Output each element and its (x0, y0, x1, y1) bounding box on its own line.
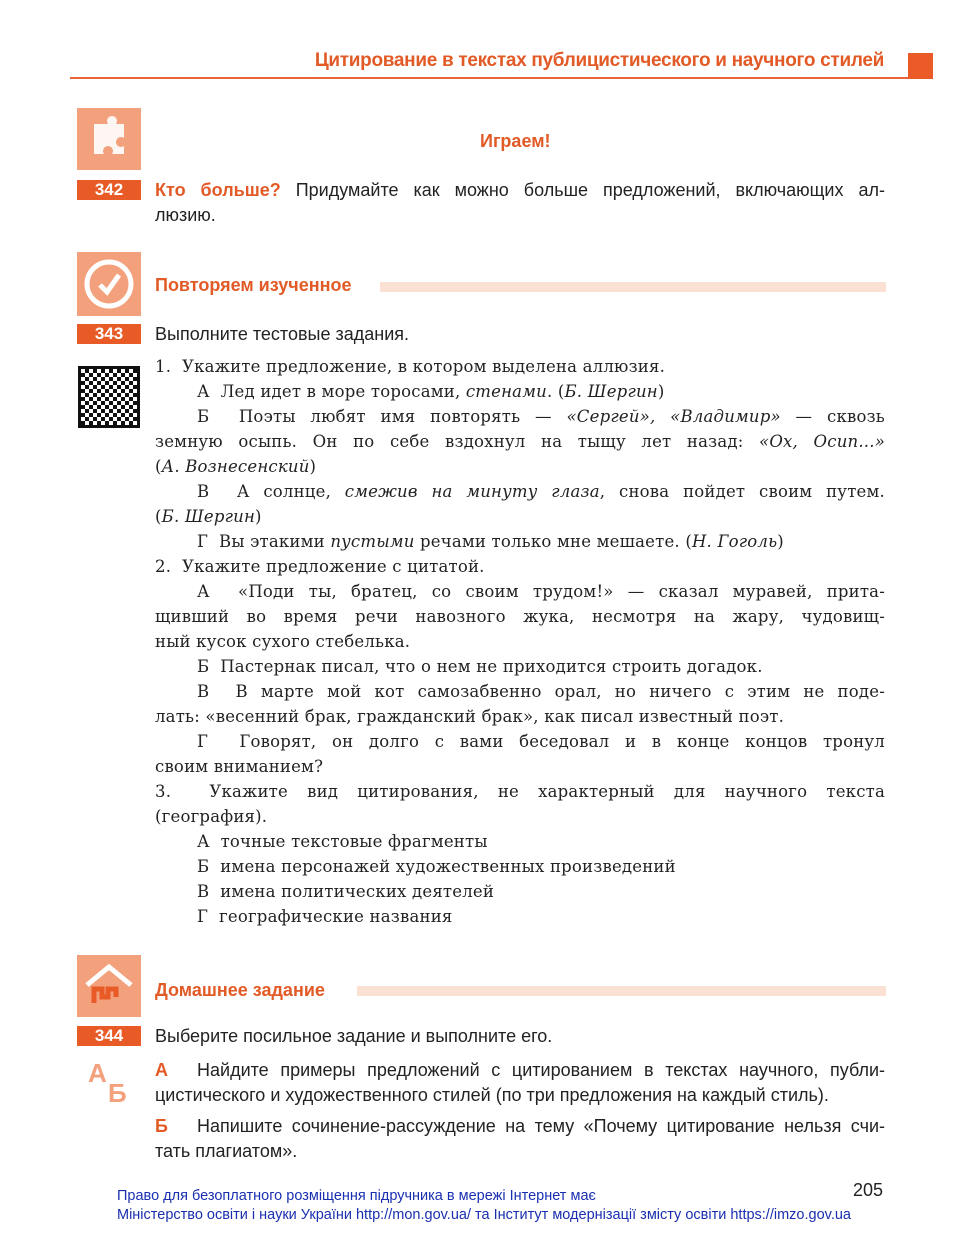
text-segment: 2. Укажите предложение с цитатой. (155, 557, 485, 576)
text-line (155, 804, 885, 829)
option-a-text-cont: цистического и художественного стилей (по три предложения на каждый стиль). (155, 1085, 829, 1105)
text-segment: А точные текстовые фрагменты (197, 832, 488, 851)
text-segment: ) (309, 457, 317, 476)
exercise-344-intro: Выберите посильное задание и выполните его. (155, 1026, 553, 1046)
text-segment: Г Вы этакими (197, 532, 331, 551)
text-line (155, 454, 885, 479)
exercise-lead: Кто больше? (155, 180, 281, 200)
answer-option-line (197, 679, 885, 704)
text-segment: ( (155, 507, 162, 526)
qr-code-icon[interactable] (78, 366, 140, 428)
text-segment: В имена политических деятелей (197, 882, 495, 901)
exercise-text-cont: люзию. (155, 205, 216, 225)
question-line (155, 554, 885, 579)
text-line (155, 504, 885, 529)
header-rule (70, 77, 908, 79)
text-segment: Б имена персонажей художественных произведений (197, 857, 676, 876)
puzzle-icon (77, 108, 141, 170)
text-segment: 1. Укажите предложение, в котором выделена аллюзия. (155, 357, 666, 376)
answer-option-line (197, 579, 885, 604)
text-segment: (география). (155, 807, 268, 826)
text-segment: В А солнце, (197, 482, 345, 501)
answer-option-line (197, 404, 885, 429)
letters-ab-icon: А Б (88, 1058, 127, 1108)
text-segment: ) (657, 382, 665, 401)
section-bar (357, 986, 886, 996)
text-segment: Б Поэты любят имя повторять — (197, 407, 567, 426)
option-a-label: А (155, 1060, 168, 1080)
text-line (155, 754, 885, 779)
page-number: 205 (853, 1180, 884, 1200)
text-line (155, 704, 885, 729)
home-icon (77, 955, 141, 1017)
question-line (155, 779, 885, 804)
section-bar (380, 282, 886, 292)
text-segment: щивший во время речи навозного жука, несмотря на жару, чудовищ- (155, 607, 885, 626)
text-segment: пустыми (330, 532, 415, 551)
text-segment: земную осыпь. Он по себе вздохнул на тыщу лет назад: (155, 432, 760, 451)
text-segment: Г Говорят, он долго с вами беседовал и в конце концов тронул (197, 732, 885, 751)
text-line (155, 629, 885, 654)
text-segment: ный кусок сухого стебелька. (155, 632, 411, 651)
option-b-text: Напишите сочинение-рассуждение на тему «Почему цитирование нельзя счи- (197, 1116, 885, 1136)
text-segment: Б. Шергин (564, 382, 658, 401)
text-line (155, 429, 885, 454)
exercise-number: 343 (77, 324, 141, 344)
exercise-number: 342 (77, 180, 141, 200)
answer-option-line (197, 729, 885, 754)
text-segment: стенами (465, 382, 547, 401)
text-segment: — сквозь (780, 407, 885, 426)
text-segment: А. Вознесенский (161, 457, 310, 476)
answer-option-line (197, 879, 885, 904)
footer-line-1: Право для безоплатного розміщення підручника в мережі Інтернет має (117, 1188, 596, 1204)
text-segment: Г географические названия (197, 907, 453, 926)
exercise-number: 344 (77, 1026, 141, 1046)
question-line (155, 354, 885, 379)
text-segment: Н. Гоголь (691, 532, 778, 551)
exercise-342-text (155, 178, 885, 228)
license-footer (117, 1187, 851, 1225)
section-title-review: Повторяем изученное (155, 275, 352, 295)
clock-check-icon (77, 252, 141, 316)
text-line (155, 604, 885, 629)
exercise-text: Придумайте как можно больше предложений, включающих ал- (295, 180, 885, 200)
section-title-home: Домашнее задание (155, 980, 325, 1000)
text-segment: ) (777, 532, 784, 551)
text-segment: «Сергей», «Владимир» (566, 407, 781, 426)
answer-option-line (197, 379, 885, 404)
section-title-play: Играем! (480, 131, 551, 151)
answer-option-line (197, 829, 885, 854)
chapter-title: Цитирование в текстах публицистического и научного стилей (314, 50, 884, 71)
text-segment: речами только мне мешаете. ( (414, 532, 692, 551)
text-segment: А «Поди ты, братец, со своим трудом!» — сказал муравей, прита- (197, 582, 885, 601)
text-segment: лать: «весенний брак, гражданский брак», как писал известный поэт. (155, 707, 785, 726)
text-segment: , снова пойдет своим путем. (599, 482, 885, 501)
answer-option-line (197, 854, 885, 879)
footer-line-2[interactable]: Міністерство освіти і науки України http://mon.gov.ua/ та Інститут модернізації змісту освіти https://imzo.gov.ua (117, 1207, 851, 1223)
text-segment: . ( (546, 382, 565, 401)
answer-option-line (197, 479, 885, 504)
option-b-label: Б (155, 1116, 168, 1136)
text-segment: смежив на минуту глаза (344, 482, 600, 501)
text-segment: своим вниманием? (155, 757, 324, 776)
option-b-text-cont: тать плагиатом». (155, 1141, 298, 1161)
header-marker (908, 53, 933, 79)
text-segment: Б. Шергин (161, 507, 256, 526)
text-segment: Б Пастернак писал, что о нем не приходится строить догадок. (197, 657, 763, 676)
text-segment: «Ох, Осип...» (759, 432, 885, 451)
answer-option-line (197, 904, 885, 929)
exercise-343-intro: Выполните тестовые задания. (155, 324, 409, 344)
text-segment: ( (155, 457, 162, 476)
answer-option-line (197, 529, 885, 554)
text-segment: А Лед идет в море торосами, (197, 382, 466, 401)
text-segment: ) (255, 507, 262, 526)
answer-option-line (197, 654, 885, 679)
text-segment: 3. Укажите вид цитирования, не характерный для научного текста (155, 782, 885, 801)
text-segment: В В марте мой кот самозабвенно орал, но ничего с этим не поде- (197, 682, 885, 701)
option-a-text: Найдите примеры предложений с цитированием в текстах научного, публи- (197, 1060, 885, 1080)
